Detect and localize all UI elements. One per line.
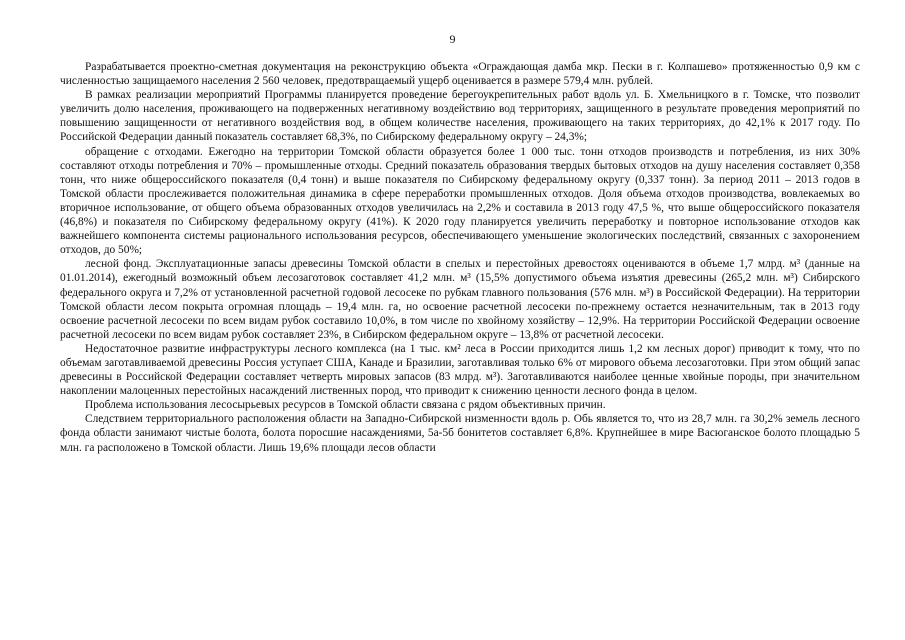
paragraph-waste-management: обращение с отходами. Ежегодно на территории Томской области образуется более 1 000 тыс. тонн отходов производств и потребления, из них 30% составляют отходы потребления и 70% – промышленные отходы. Средний показатель образования твердых бытовых отходов на душу населения составляет 0,358 тонн, что ниже общероссийского показателя (0,4 тонн) и выше показателя по Сибирскому федеральному округу (0,337 тонн). За период 2011 – 2013 годов в Томской области прослеживается положительная динамика в сфере переработки промышленных отходов. Доля объема отходов производства, вовлекаемых во вторичное использование, от общего объема образованных отходов увеличилась на 2,2% и составила в 2013 году 47,5 %, что выше общероссийского показателя (46,8%) и показателя по Сибирскому федеральному округу (41%). К 2020 году планируется увеличить переработку и повторное использование отходов как важнейшего компонента системы рационального использования ресурсов, обеспечивающего уменьшение экологических последствий, связанных с захоронением отходов, до 50%; <box>60 145 860 257</box>
paragraph-bank-protection: В рамках реализации мероприятий Программы планируется проведение берегоукрепительных работ вдоль ул. Б. Хмельницкого в г. Томске, что позволит увеличить долю населения, проживающего на подверженных негативному воздействию вод территориях, защищенного в результате проведения мероприятий по повышению защищенности от негативного воздействия вод, в общем количестве населения, проживающего на таких территориях, до 42,1% к 2017 году. По Российской Федерации данный показатель составляет 68,3%, по Сибирскому федеральному округу – 24,3%; <box>60 89 860 144</box>
paragraph-swamps: Следствием территориального расположения области на Западно-Сибирской низменности вдоль р. Обь является то, что из 28,7 млн. га 30,2% земель лесного фонда области занимают чистые болота, болота поросшие насаждениями, 5а-5б бонитетов составляет 6,8%. Крупнейшее в мире Васюганское болото площадью 5 млн. га расположено в Томской области. Лишь 19,6% площади лесов области <box>60 413 860 454</box>
paragraph-forest-resources-problem: Проблема использования лесосырьевых ресурсов в Томской области связана с рядом объективных причин. <box>85 399 606 412</box>
paragraph-forest-fund: лесной фонд. Эксплуатационные запасы древесины Томской области в спелых и перестойных древостоях оцениваются в объеме 1,7 млрд. м³ (данные на 01.01.2014), ежегодный возможный объем лесозаготовок составляет 41,2 млн. м³ (15,5% допустимого объема изъятия древесины (265,2 млн. м³) Сибирского федерального округа и 7,2% от установленной расчетной годовой лесосеке по рубкам главного пользования (576 млн. м³) в Российской Федерации). На территории Томской области лесом покрыта огромная площадь – 19,4 млн. га, но освоение расчетной лесосеки по-прежнему остается незначительным, так в 2013 году освоение расчетной лесосеки по всем видам рубок составило 10,0%, в том числе по хвойному хозяйству – 12,9%. На территории Российской Федерации освоение расчетной лесосеки по всем видам рубок составляет 23%, в Сибирском федеральном округе – 13,8% от расчетной лесосеки. <box>60 258 860 341</box>
page-number: 9 <box>449 32 456 46</box>
paragraph-dam-reconstruction: Разрабатывается проектно-сметная документация на реконструкцию объекта «Ограждающая дамба мкр. Пески в г. Колпашево» протяженностью 0,9 км с численностью защищаемого населения 2 560 человек, предотвращаемый ущерб оценивается в размере 579,4 млн. рублей. <box>60 61 860 88</box>
document-body <box>60 60 860 455</box>
paragraph-forest-infrastructure: Недостаточное развитие инфраструктуры лесного комплекса (на 1 тыс. км² леса в России приходится лишь 1,2 км лесных дорог) приводит к тому, что по объемам заготавливаемой древесины Россия уступает США, Канаде и Бразилии, заготавливая только 6% от мирового объема лесозаготовки. При этом общий запас древесины в Российской Федерации составляет четверть мировых запасов (83 млрд. м³). Заготавливаются наиболее ценные хвойные породы, при значительном накоплении малоценных перестойных насаждений лиственных пород, что приводит к снижению ценности лесного фонда в целом. <box>60 342 860 398</box>
